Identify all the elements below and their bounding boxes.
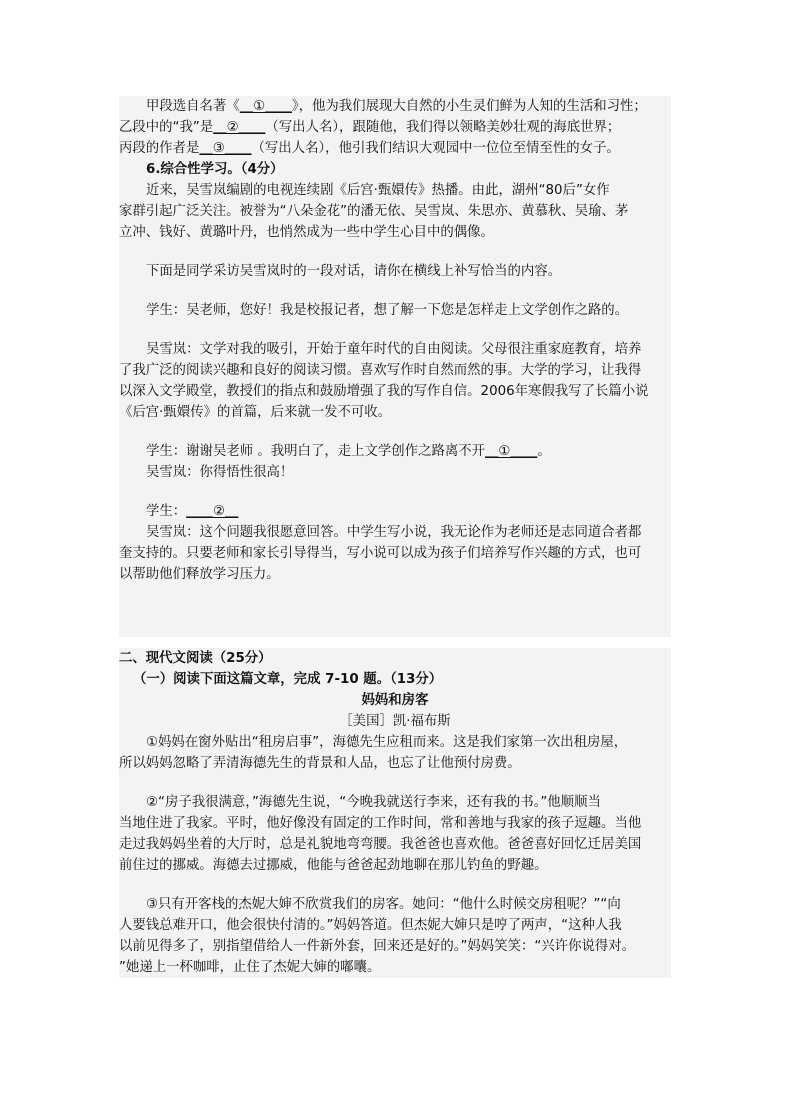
q6-title: 6.综合性学习。（4分） bbox=[146, 162, 284, 177]
article-paragraph-2: 当地住进了我家。平时，他好像没有固定的工作时间，常和善地与我家的孩子逗趣。当他 bbox=[119, 816, 642, 831]
dialogue-writer-2: 吴雪岚：你得悟性很高！ bbox=[146, 465, 294, 480]
dialogue-writer-3: 吴雪岚：这个问题我很愿意回答。中学生写小说，我无论作为老师还是志同道合者都 bbox=[146, 525, 642, 540]
blank-dialogue-1: ＿①＿＿ bbox=[485, 444, 538, 459]
article-paragraph-2: ②“房子我很满意，”海德先生说，“今晚我就送行李来，还有我的书。”他顺顺当 bbox=[146, 795, 601, 810]
bing-line: 丙段的作者是＿③＿＿（写出人名），他引我们结识大观园中一位位至情至性的女子。 bbox=[119, 141, 620, 156]
dialogue-writer-3: 以帮助他们释放学习压力。 bbox=[119, 567, 280, 582]
q6-intro-line: 近来，吴雪岚编剧的电视连续剧《后宫·甄嬛传》热播。由此，湖州“80后”女作 bbox=[146, 183, 610, 198]
dialogue-writer-1: 以深入文学殿堂，教授们的指点和鼓励增强了我的写作自信。2006年寒假我写了长篇小说 bbox=[119, 384, 649, 399]
article-paragraph-3: 人要钱总难开口，他会很快付清的。”妈妈答道。但杰妮大婶只是哼了两声，“这种人我 bbox=[119, 918, 622, 933]
article-author: ［美国］凯·福布斯 bbox=[339, 714, 451, 729]
q6-instruction: 下面是同学采访吴雪岚时的一段对话，请你在横线上补写恰当的内容。 bbox=[146, 264, 562, 279]
jia-line: 甲段选自名著《＿①＿＿》，他为我们展现大自然的小生灵们鲜为人知的生活和习性； bbox=[146, 99, 647, 114]
blank-3: ＿③＿＿ bbox=[199, 141, 252, 156]
dialogue-writer-1: 吴雪岚：文学对我的吸引，开始于童年时代的自由阅读。父母很注重家庭教育，培养 bbox=[146, 342, 642, 357]
q6-intro-line: 立冲、钱好、黄璐叶丹，也悄然成为一些中学生心目中的偶像。 bbox=[119, 225, 494, 240]
article-paragraph-1: ①妈妈在窗外贴出“租房启事”，海德先生应租而来。这是我们家第一次出租房屋， bbox=[146, 735, 628, 750]
blank-2: ＿②＿＿ bbox=[213, 120, 266, 135]
blank-1: ＿①＿＿ bbox=[239, 99, 292, 114]
blank-dialogue-2: ＿＿②＿ bbox=[186, 504, 239, 519]
article-paragraph-3: ”她递上一杯咖啡，止住了杰妮大婶的嘟囔。 bbox=[119, 960, 381, 975]
sub-title: （一）阅读下面这篇文章，完成 7-10 题。（13分） bbox=[133, 672, 443, 687]
dialogue-student-3: 学生：＿＿②＿ bbox=[146, 504, 239, 519]
article-paragraph-3: ③只有开客栈的杰妮大婶不欣赏我们的房客。她问：“他什么时候交房租呢？”“向 bbox=[146, 897, 621, 912]
dialogue-writer-1: 《后宫·甄嬛传》的首篇，后来就一发不可收。 bbox=[119, 405, 392, 420]
article-paragraph-3: 以前见得多了，别指望借给人一件新外套，回来还是好的。”妈妈笑笑：“兴许你说得对。 bbox=[119, 939, 636, 954]
dialogue-student-2: 学生：谢谢吴老师 。我明白了，走上文学创作之路离不开＿①＿＿。 bbox=[146, 444, 551, 459]
section-title: 二、现代文阅读（25分） bbox=[119, 651, 272, 666]
part1-block bbox=[119, 96, 671, 637]
yi-line: 乙段中的“我”是＿②＿＿（写出人名），跟随他，我们得以领略美妙壮观的海底世界； bbox=[119, 120, 621, 135]
article-paragraph-2: 前住过的挪威。海德去过挪威，他能与爸爸起劲地聊在那儿钓鱼的野趣。 bbox=[119, 858, 548, 873]
article-paragraph-1: 所以妈妈忽略了弄清海德先生的背景和人品，也忘了让他预付房费。 bbox=[119, 756, 521, 771]
dialogue-writer-1: 了我广泛的阅读兴趣和良好的阅读习惯。喜欢写作时自然而然的事。大学的学习，让我得 bbox=[119, 363, 642, 378]
dialogue-writer-3: 奎支持的。只要老师和家长引导得当，写小说可以成为孩子们培养写作兴趣的方式，也可 bbox=[119, 546, 642, 561]
dialogue-student-1: 学生：吴老师，您好！我是校报记者，想了解一下您是怎样走上文学创作之路的。 bbox=[146, 303, 629, 318]
article-paragraph-2: 走过我妈妈坐着的大厅时，总是礼貌地弯弯腰。我爸爸也喜欢他。爸爸喜好回忆迁居美国 bbox=[119, 837, 642, 852]
part2-block bbox=[119, 648, 671, 978]
q6-intro-line: 家群引起广泛关注。被誉为“八朵金花”的潘无依、吴雪岚、朱思亦、黄慕秋、吴瑜、茅 bbox=[119, 204, 629, 219]
article-title: 妈妈和房客 bbox=[361, 693, 429, 708]
